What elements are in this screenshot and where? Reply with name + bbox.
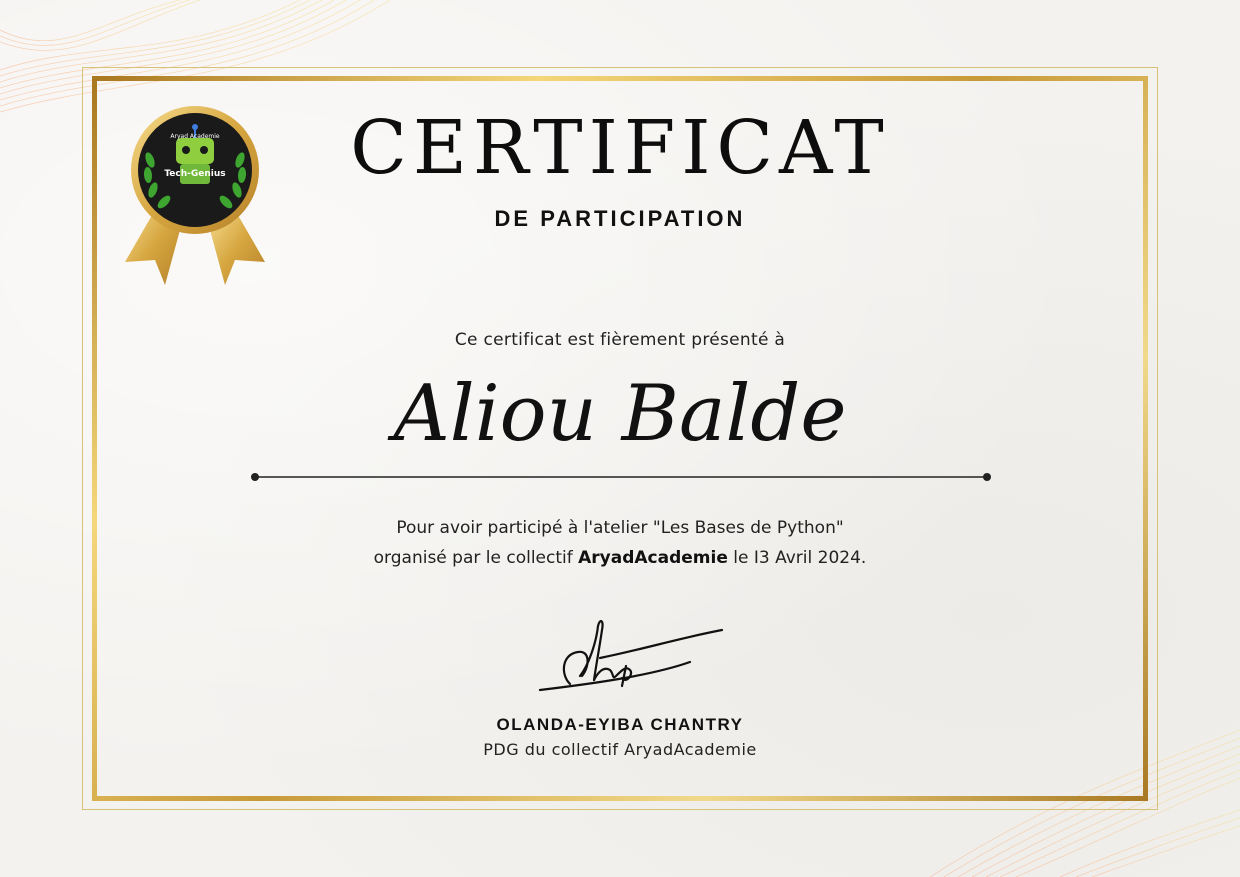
presented-to-text: Ce certificat est fièrement présenté à xyxy=(454,330,786,350)
signer-role: PDG du collectif AryadAcademie xyxy=(483,740,757,759)
recipient-name: Aliou Balde xyxy=(393,369,847,459)
participation-description xyxy=(0,513,1240,573)
signer-name: OLANDA-EYIBA CHANTRY xyxy=(496,715,744,734)
name-underline xyxy=(250,470,992,484)
badge-top-text: Aryad Academie xyxy=(170,133,220,140)
description-line-2 xyxy=(0,543,1240,573)
description-text-after: le I3 Avril 2024. xyxy=(727,548,867,568)
certificate-title: CERTIFICAT xyxy=(350,105,890,191)
signature-icon xyxy=(530,614,730,700)
description-text-before: organisé par le collectif xyxy=(373,548,579,568)
organization-name: AryadAcademie xyxy=(578,548,728,568)
badge-logo-text: Tech-Genius xyxy=(164,169,226,179)
certificate-subtitle: DE PARTICIPATION xyxy=(494,206,746,231)
description-line-1: Pour avoir participé à l'atelier "Les Bases de Python" xyxy=(396,518,844,538)
